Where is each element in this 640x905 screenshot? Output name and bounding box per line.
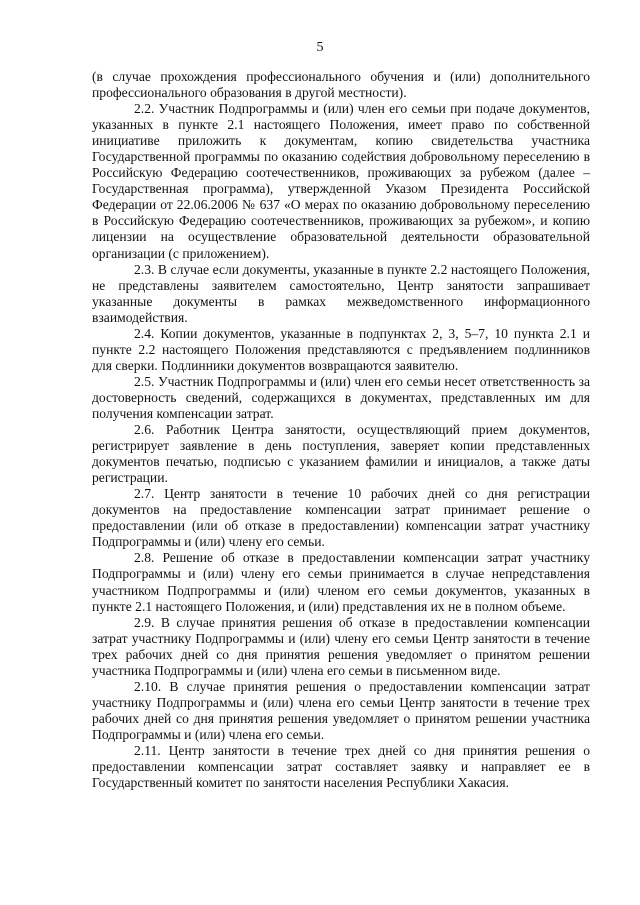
paragraph-2-5: 2.5. Участник Подпрограммы и (или) член его семьи несет ответственность за достоверность сведений, содержащихся в документах, представленных им для получения компенсации затрат. — [92, 373, 590, 421]
paragraph-2-6: 2.6. Работник Центра занятости, осуществляющий прием документов, регистрирует заявление в день поступления, заверяет копии представленных документов печатью, подписью с указанием фамилии и инициалов, а также даты регистрации. — [92, 422, 590, 486]
paragraph-2-9: 2.9. В случае принятия решения об отказе в предоставлении компенсации затрат участнику Подпрограммы и (или) члену его семьи Центр занятости в течение трех рабочих дней со дня принятия решения уведомляет о принятом решении участника Подпрограммы и (или) члена его семьи в письменном виде. — [92, 614, 590, 678]
paragraph-2-3: 2.3. В случае если документы, указанные в пункте 2.2 настоящего Положения, не представлены заявителем самостоятельно, Центр занятости запрашивает указанные документы в рамках межведомственного информационного взаимодействия. — [92, 261, 590, 325]
document-body — [92, 69, 590, 791]
paragraph-2-2: 2.2. Участник Подпрограммы и (или) член его семьи при подаче документов, указанных в пункте 2.1 настоящего Положения, имеет право по собственной инициативе приложить к документам, копию свидетельства участника Государственной программы по оказанию содействия добровольному переселению в Российскую Федерацию соотечественников, проживающих за рубежом (далее – Государственная программа), утвержденной Указом Президента Российской Федерации от 22.06.2006 № 637 «О мерах по оказанию добровольному переселению в Российскую Федерацию соотечественников, проживающих за рубежом», и копию лицензии на осуществление образовательной деятельности образовательной организации (с приложением). — [92, 101, 590, 261]
paragraph-2-7: 2.7. Центр занятости в течение 10 рабочих дней со дня регистрации документов на предоставление компенсации затрат принимает решение о предоставлении (или об отказе в предоставлении) компенсации затрат участнику Подпрограммы и (или) члену его семьи. — [92, 486, 590, 550]
paragraph-2-11: 2.11. Центр занятости в течение трех дней со дня принятия решения о предоставлении компенсации затрат составляет заявку и направляет ее в Государственный комитет по занятости населения Республики Хакасия. — [92, 742, 590, 791]
paragraph-2-10: 2.10. В случае принятия решения о предоставлении компенсации затрат участнику Подпрограммы и (или) члена его семьи Центр занятости в течение трех рабочих дней со дня принятия решения уведомляет о принятом решении участника Подпрограммы и (или) члена его семьи. — [92, 678, 590, 742]
paragraph-2-8: 2.8. Решение об отказе в предоставлении компенсации затрат участнику Подпрограммы и (или) члену его семьи принимается в случае непредставления участником Подпрограммы и (или) членом его семьи документов, указанных в пункте 2.1 настоящего Положения, и (или) представления их не в полном объеме. — [92, 550, 590, 614]
paragraph-2-4: 2.4. Копии документов, указанные в подпунктах 2, 3, 5–7, 10 пункта 2.1 и пункте 2.2 настоящего Положения представляются с предъявлением подлинников для сверки. Подлинники документов возвращаются заявителю. — [92, 325, 590, 373]
page-number: 5 — [316, 40, 324, 55]
paragraph-continuation: (в случае прохождения профессионального обучения и (или) дополнительного профессионального образования в другой местности). — [92, 69, 590, 101]
